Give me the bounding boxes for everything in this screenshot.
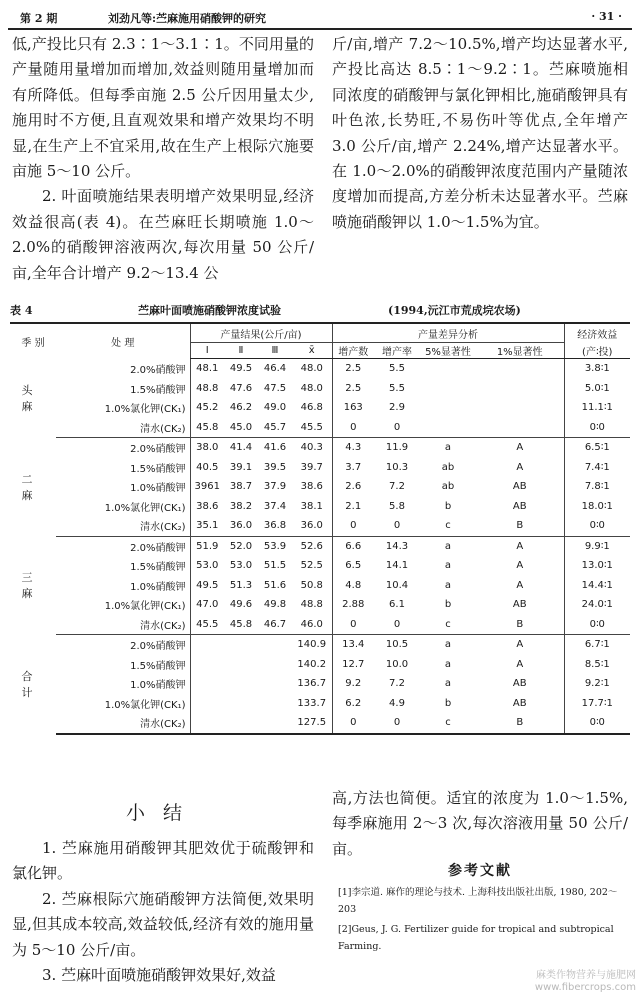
cell-rate: 5.5 xyxy=(389,382,405,394)
cell-rate: 2.9 xyxy=(389,402,405,414)
cell-rate: 4.9 xyxy=(389,697,405,709)
cell-sig1 xyxy=(476,379,564,399)
cell-sig1: A xyxy=(516,639,524,651)
cell-mean: 52.5 xyxy=(300,560,323,572)
summary-item-3-continued: 高,方法也简便。适宜的浓度为 1.0～1.5%,每季麻施用 2～3 次,每次溶液用量 50 公斤/亩。 xyxy=(332,789,628,858)
cell-mean: 46.8 xyxy=(300,402,323,414)
cell-treatment: 清水(CK₂) xyxy=(56,615,190,635)
cell-treatment: 清水(CK₂) xyxy=(56,516,190,536)
page-number: · 31 · xyxy=(591,10,622,23)
cell-increase: 0 xyxy=(332,615,374,635)
cell-rep3: 53.9 xyxy=(263,540,287,552)
references-title: 参考文献 xyxy=(448,863,512,879)
cell-rep2 xyxy=(224,694,258,714)
header-econ: 经济效益 xyxy=(564,323,630,343)
cell-rep1 xyxy=(190,635,224,655)
cell-sig1: A xyxy=(516,560,524,572)
cell-rep3 xyxy=(258,674,292,694)
cell-rep3: 45.7 xyxy=(258,418,292,438)
table-row xyxy=(10,418,630,438)
paragraph-continued: 低,产投比只有 2.3∶1～3.1∶1。不同用量的产量随用量增加而增加,效益则随用量增加而有所降低。但每季亩施 2.5 公斤因用量太少,施用时不方便,且直观效果和增产效果均不明显,在生产上不宜采用,故在生产上根际穴施要亩施 5～10 公斤。 xyxy=(12,35,314,181)
table-row xyxy=(10,615,630,635)
cell-sig1: AB xyxy=(512,697,527,709)
cell-rep3: 51.5 xyxy=(263,560,287,572)
cell-rep2: 47.6 xyxy=(229,382,253,394)
cell-rep2: 41.4 xyxy=(229,442,253,454)
cell-rep3: 51.6 xyxy=(263,579,287,591)
cell-increase: 2.1 xyxy=(332,497,374,517)
cell-treatment: 1.5%硝酸钾 xyxy=(130,562,186,574)
cell-sig1: B xyxy=(476,516,564,536)
summary-title: 小结 xyxy=(125,802,200,824)
cell-rep3: 49.0 xyxy=(263,402,287,414)
cell-increase: 6.6 xyxy=(332,536,374,556)
cell-rep2: 38.2 xyxy=(229,500,253,512)
header-rate: 增产率 xyxy=(374,343,420,359)
cell-rep2 xyxy=(224,655,258,675)
cell-rate: 6.1 xyxy=(389,599,405,611)
cell-rate: 14.1 xyxy=(385,560,409,572)
cell-mean: 52.6 xyxy=(300,540,323,552)
cell-rep3: 39.5 xyxy=(263,461,287,473)
cell-rep2: 51.3 xyxy=(229,579,253,591)
cell-rep2: 52.0 xyxy=(229,540,253,552)
cell-increase: 6.5 xyxy=(332,556,374,576)
season-label: 三 麻 xyxy=(21,571,45,601)
cell-sig1: AB xyxy=(512,500,527,512)
summary-list xyxy=(12,836,314,988)
cell-rate: 5.8 xyxy=(389,500,405,512)
cell-treatment: 1.0%氯化钾(CK₁) xyxy=(104,699,186,711)
cell-rate: 10.3 xyxy=(385,461,409,473)
cell-rep3: 47.5 xyxy=(263,382,287,394)
table-row xyxy=(10,536,630,556)
header-econ-sub: (产∶投) xyxy=(564,343,630,359)
summary-item-1: 1. 苎麻施用硝酸钾其肥效优于硫酸钾和氯化钾。 xyxy=(12,839,314,883)
header-rep3: Ⅲ xyxy=(258,343,292,359)
header-rep1: Ⅰ xyxy=(190,343,224,359)
cell-rate: 10.4 xyxy=(385,579,409,591)
header-season: 季 别 xyxy=(10,323,56,359)
cell-mean: 36.0 xyxy=(292,516,332,536)
data-table xyxy=(10,322,630,735)
cell-rep1: 48.1 xyxy=(190,359,224,379)
header-diff: 产量差异分析 xyxy=(332,323,564,343)
cell-increase: 6.2 xyxy=(332,694,374,714)
cell-mean: 133.7 xyxy=(297,697,327,709)
cell-sig5: c xyxy=(420,516,476,536)
cell-econ: 0∶0 xyxy=(564,418,630,438)
season-label: 合 计 xyxy=(21,670,45,699)
cell-increase: 12.7 xyxy=(332,655,374,675)
cell-rep2: 45.0 xyxy=(224,418,258,438)
summary-item-2: 2. 苎麻根际穴施硝酸钾方法简便,效果明显,但其成本较高,效益较低,经济有效的施用量为 5～10 公斤/亩。 xyxy=(12,889,314,959)
cell-increase: 2.5 xyxy=(332,379,374,399)
cell-rep1: 40.5 xyxy=(190,458,224,478)
right-column-bottom xyxy=(332,786,628,862)
cell-sig1 xyxy=(476,398,564,418)
cell-econ: 6.7∶1 xyxy=(564,635,630,655)
cell-sig5: a xyxy=(444,639,452,651)
cell-mean: 40.3 xyxy=(300,442,323,454)
cell-sig1 xyxy=(476,418,564,438)
cell-rep3: 49.8 xyxy=(263,599,287,611)
table-row xyxy=(10,635,630,655)
cell-rep1 xyxy=(190,674,224,694)
cell-sig5: b xyxy=(444,697,452,709)
cell-sig1: AB xyxy=(512,599,527,611)
cell-sig1: A xyxy=(516,540,524,552)
cell-sig5: ab xyxy=(441,461,455,473)
cell-rep1: 47.0 xyxy=(190,595,224,615)
table-row xyxy=(10,713,630,734)
cell-treatment: 1.0%硝酸钾 xyxy=(130,680,186,692)
cell-rate: 0 xyxy=(374,615,420,635)
cell-rep1 xyxy=(190,694,224,714)
running-header xyxy=(8,6,632,30)
cell-increase: 2.6 xyxy=(332,477,374,497)
table-row xyxy=(10,576,630,596)
cell-rate: 14.3 xyxy=(385,540,409,552)
cell-rep2: 38.7 xyxy=(229,481,253,493)
cell-rep1: 45.2 xyxy=(190,398,224,418)
left-column-top xyxy=(12,32,314,286)
cell-sig5: a xyxy=(444,560,452,572)
cell-econ: 18.0∶1 xyxy=(564,497,630,517)
cell-rep2: 39.1 xyxy=(229,461,253,473)
cell-mean: 38.1 xyxy=(300,500,323,512)
cell-sig1: A xyxy=(516,442,524,454)
cell-sig1 xyxy=(476,359,564,379)
header-rep2: Ⅱ xyxy=(224,343,258,359)
cell-econ: 0∶0 xyxy=(564,713,630,734)
cell-rep1: 51.9 xyxy=(190,536,224,556)
cell-rep2 xyxy=(224,674,258,694)
cell-rep2: 49.5 xyxy=(229,363,253,375)
cell-increase: 9.2 xyxy=(332,674,374,694)
cell-rep3: 46.4 xyxy=(263,363,287,375)
cell-rep1: 53.0 xyxy=(190,556,224,576)
cell-sig1: A xyxy=(516,658,524,670)
cell-rep1: 3961 xyxy=(190,477,224,497)
cell-rep3: 36.8 xyxy=(258,516,292,536)
cell-econ: 0∶0 xyxy=(564,615,630,635)
cell-mean: 39.7 xyxy=(300,461,323,473)
cell-treatment: 1.0%氯化钾(CK₁) xyxy=(104,502,186,514)
cell-mean: 48.0 xyxy=(300,382,323,394)
cell-increase: 3.7 xyxy=(332,458,374,478)
cell-treatment: 2.0%硝酸钾 xyxy=(130,444,186,456)
cell-rep1: 35.1 xyxy=(190,516,224,536)
cell-treatment: 1.5%硝酸钾 xyxy=(130,384,186,396)
cell-rate: 10.0 xyxy=(385,658,409,670)
cell-econ: 11.1∶1 xyxy=(564,398,630,418)
table-row xyxy=(10,497,630,517)
header-sig5: 5%显著性 xyxy=(420,343,476,359)
paragraph-foliar-continued: 斤/亩,增产 7.2～10.5%,增产均达显著水平,产投比高达 8.5∶1～9.2∶1。苎麻喷施相同浓度的硝酸钾与氯化钾相比,施硝酸钾具有叶色浓,长势旺,不易伤叶等优点,全年增产 3.0 公斤/亩,增产 2.24%,增产达显著水平。在 1.0～2.0%的硝酸钾浓度范围内产量随浓度增加而提高,方差分析未达显著水平。苎麻喷施硝酸钾以 1.0～1.5%为宜。 xyxy=(332,35,628,231)
cell-sig5: a xyxy=(444,579,452,591)
cell-mean: 48.0 xyxy=(300,363,323,375)
paragraph-foliar: 2. 叶面喷施结果表明增产效果明显,经济效益很高(表 4)。在苎麻旺长期喷施 1.0～2.0%的硝酸钾溶液两次,每次用量 50 公斤/亩,全年合计增产 9.2～13.4 公 xyxy=(12,187,314,282)
cell-sig1: AB xyxy=(512,481,527,493)
cell-econ: 24.0∶1 xyxy=(564,595,630,615)
cell-sig1: A xyxy=(516,461,524,473)
running-title: 刘劲凡等:苎麻施用硝酸钾的研究 xyxy=(108,12,267,25)
header-mean: x̄ xyxy=(292,343,332,359)
cell-econ: 3.8∶1 xyxy=(564,359,630,379)
cell-rate: 0 xyxy=(374,516,420,536)
cell-increase: 0 xyxy=(332,713,374,734)
cell-sig5: b xyxy=(444,599,452,611)
watermark-line-1: 麻类作物营养与施肥网 xyxy=(536,970,636,981)
table-row xyxy=(10,595,630,615)
cell-increase: 13.4 xyxy=(332,635,374,655)
cell-sig5 xyxy=(420,379,476,399)
cell-sig5 xyxy=(420,418,476,438)
table-row xyxy=(10,359,630,379)
cell-treatment: 1.0%硝酸钾 xyxy=(130,483,186,495)
cell-rep3: 46.7 xyxy=(258,615,292,635)
cell-econ: 9.2∶1 xyxy=(564,674,630,694)
cell-treatment: 清水(CK₂) xyxy=(56,713,190,734)
cell-econ: 7.4∶1 xyxy=(564,458,630,478)
cell-treatment: 1.0%氯化钾(CK₁) xyxy=(104,601,186,613)
cell-rep2: 49.6 xyxy=(229,599,253,611)
cell-treatment: 2.0%硝酸钾 xyxy=(130,641,186,653)
cell-sig5: b xyxy=(444,500,452,512)
cell-econ: 14.4∶1 xyxy=(564,576,630,596)
table-row xyxy=(10,477,630,497)
cell-rep1 xyxy=(190,713,224,734)
table-source: (1994,沅江市荒成垸农场) xyxy=(388,304,521,317)
cell-increase: 163 xyxy=(332,398,374,418)
cell-rep3 xyxy=(258,713,292,734)
reference-item-1: [1]李宗道. 麻作的理论与技术. 上海科技出版社出版, 1980, 202～203 xyxy=(338,887,618,915)
cell-rep3 xyxy=(258,694,292,714)
watermark xyxy=(535,970,636,994)
cell-econ: 5.0∶1 xyxy=(564,379,630,399)
summary-item-3: 3. 苎麻叶面喷施硝酸钾效果好,效益 xyxy=(42,966,276,985)
cell-rep2 xyxy=(224,635,258,655)
cell-econ: 0∶0 xyxy=(564,516,630,536)
cell-mean: 48.8 xyxy=(300,599,323,611)
cell-increase: 2.88 xyxy=(332,595,374,615)
table-caption xyxy=(10,302,630,320)
cell-econ: 8.5∶1 xyxy=(564,655,630,675)
cell-econ: 13.0∶1 xyxy=(564,556,630,576)
cell-rate: 7.2 xyxy=(389,678,405,690)
cell-econ: 9.9∶1 xyxy=(564,536,630,556)
cell-increase: 2.5 xyxy=(332,359,374,379)
cell-increase: 0 xyxy=(332,516,374,536)
cell-sig5: c xyxy=(420,615,476,635)
cell-increase: 4.8 xyxy=(332,576,374,596)
cell-increase: 4.3 xyxy=(332,438,374,458)
issue-number: 第 2 期 xyxy=(20,12,58,25)
table-title: 苎麻叶面喷施硝酸钾浓度试验 xyxy=(138,304,281,317)
cell-rep1: 48.8 xyxy=(190,379,224,399)
cell-sig5 xyxy=(420,359,476,379)
cell-sig5 xyxy=(420,398,476,418)
table-row xyxy=(10,379,630,399)
cell-mean: 38.6 xyxy=(300,481,323,493)
watermark-line-2: www.fibercrops.com xyxy=(534,982,636,993)
season-label: 头 麻 xyxy=(21,384,45,413)
cell-treatment: 2.0%硝酸钾 xyxy=(130,542,186,554)
cell-treatment: 1.0%氯化钾(CK₁) xyxy=(104,404,186,416)
season-label: 二 麻 xyxy=(21,472,45,502)
cell-treatment: 2.0%硝酸钾 xyxy=(130,365,186,376)
table-row xyxy=(10,655,630,675)
cell-increase: 0 xyxy=(332,418,374,438)
cell-sig5: a xyxy=(444,540,452,552)
cell-sig5: c xyxy=(420,713,476,734)
cell-sig5: a xyxy=(444,442,452,454)
cell-rep2: 36.0 xyxy=(224,516,258,536)
cell-mean: 46.0 xyxy=(292,615,332,635)
cell-rep2: 53.0 xyxy=(229,560,253,572)
table-row xyxy=(10,516,630,536)
cell-treatment: 1.5%硝酸钾 xyxy=(130,660,186,672)
cell-mean: 127.5 xyxy=(292,713,332,734)
table-row xyxy=(10,438,630,458)
table-row xyxy=(10,674,630,694)
cell-rate: 10.5 xyxy=(385,639,409,651)
cell-rate: 7.2 xyxy=(389,481,405,493)
cell-sig1: A xyxy=(516,579,524,591)
header-yield: 产量结果(公斤/亩) xyxy=(190,323,332,343)
references-list xyxy=(338,884,628,958)
cell-rate: 0 xyxy=(374,418,420,438)
cell-econ: 6.5∶1 xyxy=(564,438,630,458)
reference-item-2: [2]Geus, J. G. Fertilizer guide for tropical and subtropical Farming. xyxy=(338,924,614,952)
header-increase: 增产数 xyxy=(332,343,374,359)
cell-rep3 xyxy=(258,635,292,655)
cell-rep3: 37.9 xyxy=(263,481,287,493)
header-sig1: 1%显著性 xyxy=(476,343,564,359)
table-row xyxy=(10,458,630,478)
cell-mean: 50.8 xyxy=(300,579,323,591)
cell-sig5: a xyxy=(444,658,452,670)
table-row xyxy=(10,556,630,576)
cell-rep2: 46.2 xyxy=(229,402,253,414)
table-number: 表 4 xyxy=(10,304,33,317)
table-row xyxy=(10,398,630,418)
cell-rep1: 45.5 xyxy=(190,615,224,635)
cell-econ: 17.7∶1 xyxy=(564,694,630,714)
cell-treatment: 1.0%硝酸钾 xyxy=(130,581,186,593)
cell-rep2: 45.8 xyxy=(224,615,258,635)
cell-rep1: 45.8 xyxy=(190,418,224,438)
cell-mean: 140.9 xyxy=(297,639,327,651)
cell-mean: 136.7 xyxy=(297,678,327,690)
cell-sig1: B xyxy=(476,713,564,734)
cell-rep1 xyxy=(190,655,224,675)
cell-rep2 xyxy=(224,713,258,734)
cell-rep1: 38.0 xyxy=(190,438,224,458)
header-treatment: 处 理 xyxy=(56,323,190,359)
cell-rep1: 49.5 xyxy=(190,576,224,596)
cell-rate: 5.5 xyxy=(389,363,405,375)
cell-rep3: 37.4 xyxy=(263,500,287,512)
cell-econ: 7.8∶1 xyxy=(564,477,630,497)
cell-rate: 0 xyxy=(374,713,420,734)
cell-rate: 11.9 xyxy=(385,442,409,454)
cell-treatment: 清水(CK₂) xyxy=(56,418,190,438)
table-row xyxy=(10,694,630,714)
cell-sig1: B xyxy=(476,615,564,635)
right-column-top xyxy=(332,32,628,235)
cell-rep1: 38.6 xyxy=(190,497,224,517)
cell-treatment: 1.5%硝酸钾 xyxy=(130,463,186,475)
cell-mean: 45.5 xyxy=(292,418,332,438)
cell-rep3 xyxy=(258,655,292,675)
cell-mean: 140.2 xyxy=(297,658,327,670)
cell-rep3: 41.6 xyxy=(263,442,287,454)
cell-sig5: ab xyxy=(441,481,455,493)
cell-sig1: AB xyxy=(512,678,527,690)
cell-sig5: a xyxy=(444,678,452,690)
